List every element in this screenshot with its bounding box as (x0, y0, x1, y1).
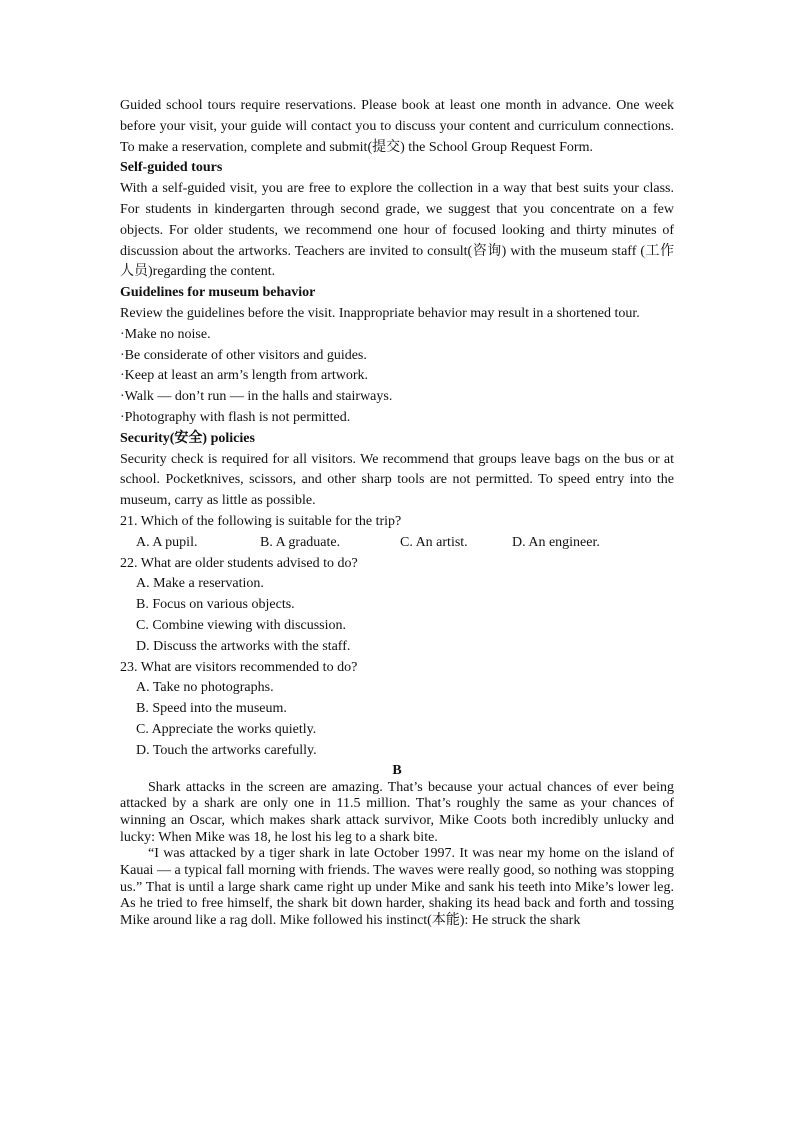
option-a: A. Take no photographs. (136, 680, 274, 696)
option-c: C. Combine viewing with discussion. (136, 617, 346, 633)
guideline-item: ·Photography with flash is not permitted. (120, 409, 351, 425)
passage-a (120, 96, 674, 762)
option-b: B. Speed into the museum. (136, 701, 287, 717)
guideline-item: ·Keep at least an arm’s length from artwork. (120, 368, 369, 384)
document-page (120, 96, 674, 930)
self-guided-heading: Self-guided tours (120, 160, 223, 176)
option-d: D. Touch the artworks carefully. (136, 742, 317, 758)
option-d: D. An engineer. (512, 534, 600, 550)
section-b-paragraph-1: Shark attacks in the screen are amazing. That’s because your actual chances of ever being attacked by a shark are only one in 11.5 million. That’s roughly the same as your chances of winning an Oscar, which makes shark attack survivor, Mike Coots both incredibly unlucky and lucky: When Mike was 18, he lost his leg to a shark bite. (120, 779, 674, 845)
question-21-stem: 21. Which of the following is suitable for the trip? (120, 513, 402, 529)
question-21-options (120, 533, 674, 554)
question-23-stem: 23. What are visitors recommended to do? (120, 659, 358, 675)
option-b: B. Focus on various objects. (136, 597, 295, 613)
option-d: D. Discuss the artworks with the staff. (136, 638, 351, 654)
security-paragraph: Security check is required for all visitors. We recommend that groups leave bags on the bus or at school. Pocketknives, scissors, and other sharp tools are not permitted. To speed entry into the museum, carry as little as possible. (120, 451, 674, 509)
passage-b (120, 762, 674, 930)
section-b-title: B (392, 762, 402, 778)
guideline-item: ·Be considerate of other visitors and guides. (120, 347, 367, 363)
option-c: C. An artist. (400, 534, 468, 550)
guidelines-paragraph: Review the guidelines before the visit. Inappropriate behavior may result in a shortened tour. (120, 305, 640, 321)
guideline-item: ·Walk — don’t run — in the halls and stairways. (120, 389, 393, 405)
question-22-stem: 22. What are older students advised to do? (120, 555, 358, 571)
option-b: B. A graduate. (260, 534, 341, 550)
option-a: A. Make a reservation. (136, 576, 264, 592)
option-c: C. Appreciate the works quietly. (136, 721, 317, 737)
option-a: A. A pupil. (136, 534, 198, 550)
intro-paragraph: Guided school tours require reservations. Please book at least one month in advance. One week before your visit, your guide will contact you to discuss your content and curriculum connections. To make a reservation, complete and submit(提交) the School Group Request Form. (120, 98, 674, 155)
guidelines-heading: Guidelines for museum behavior (120, 285, 316, 301)
section-b-paragraph-2: “I was attacked by a tiger shark in late October 1997. It was near my home on the island of Kauai — a typical fall morning with friends. The waves were really good, so nothing was stopping us.” That is until a large shark came right up under Mike and sank his teeth into Mike’s lower leg. As he tried to free himself, the shark bit down harder, shaking its head back and forth and tossing Mike around like a rag doll. Mike followed his instinct(本能): He struck the shark (120, 846, 674, 929)
self-guided-paragraph: With a self-guided visit, you are free to explore the collection in a way that best suits your class. For students in kindergarten through second grade, we suggest that you concentrate on a few objects. For older students, we recommend one hour of focused looking and thirty minutes of discussion about the artworks. Teachers are invited to consult(咨询) with the museum staff (工作人员)regarding the content. (120, 181, 674, 280)
guideline-item: ·Make no noise. (120, 326, 211, 342)
security-heading: Security(安全) policies (120, 430, 255, 446)
